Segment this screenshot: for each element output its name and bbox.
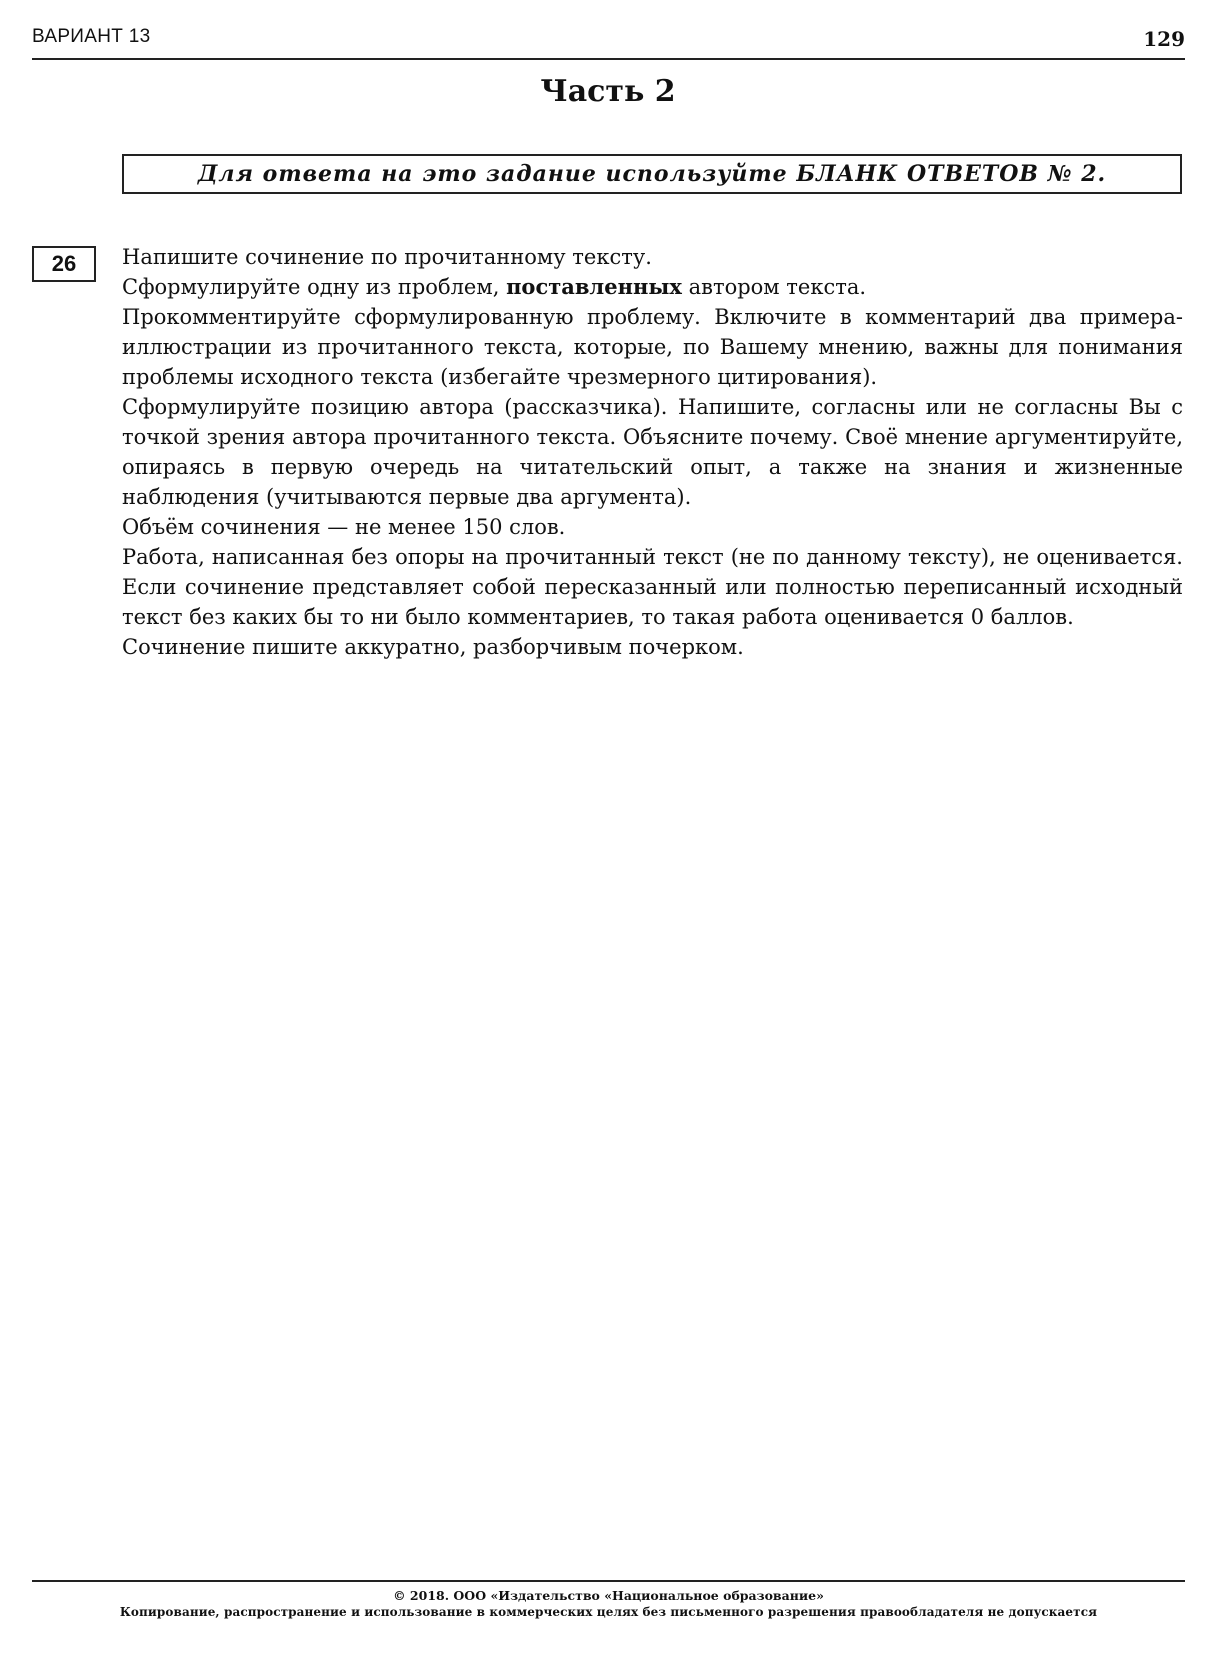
page-number: 129: [1143, 27, 1185, 51]
task-paragraph-6: Работа, написанная без опоры на прочитанный текст (не по данному тексту), не оценивается. Если сочинение представляет собой пересказанный или полностью переписанный исходный текст без каких бы то ни было комментариев, то такая работа оценивается 0 баллов.: [122, 545, 1183, 629]
copyright-line: © 2018. ООО «Издательство «Национальное образование»: [393, 1588, 824, 1603]
page-header: [32, 22, 1185, 60]
task-paragraph-2-bold: поставленных: [506, 274, 682, 299]
task-paragraph-1: Напишите сочинение по прочитанному тексту.: [122, 245, 652, 269]
task-paragraph-2-start: Сформулируйте одну из проблем,: [122, 275, 500, 299]
page-footer: [32, 1580, 1185, 1619]
task-instructions: [122, 242, 1183, 662]
task-paragraph-2: [122, 272, 1183, 302]
legal-notice: Копирование, распространение и использование в коммерческих целях без письменного разрешения правообладателя не допускается: [119, 1605, 1098, 1619]
task-paragraph-5: Объём сочинения — не менее 150 слов.: [122, 515, 566, 539]
task-paragraph-2-end: автором текста.: [688, 275, 867, 299]
task-number-box: 26: [32, 246, 96, 282]
task-paragraph-4: Сформулируйте позицию автора (рассказчика). Напишите, согласны или не согласны Вы с точкой зрения автора прочитанного текста. Объясните почему. Своё мнение аргументируйте, опираясь в первую очередь на читательский опыт, а также на знания и жизненные наблюдения (учитываются первые два аргумента).: [122, 395, 1183, 509]
part-title: Часть 2: [540, 74, 676, 109]
variant-label: ВАРИАНТ 13: [32, 26, 151, 47]
task-paragraph-7: Сочинение пишите аккуратно, разборчивым почерком.: [122, 635, 744, 659]
task-paragraph-3: Прокомментируйте сформулированную проблему. Включите в комментарий два примера-иллюстрации из прочитанного текста, которые, по Вашему мнению, важны для понимания проблемы исходного текста (избегайте чрезмерного цитирования).: [122, 305, 1183, 389]
answer-sheet-notice: Для ответа на это задание используйте БЛАНК ОТВЕТОВ № 2.: [122, 154, 1182, 194]
